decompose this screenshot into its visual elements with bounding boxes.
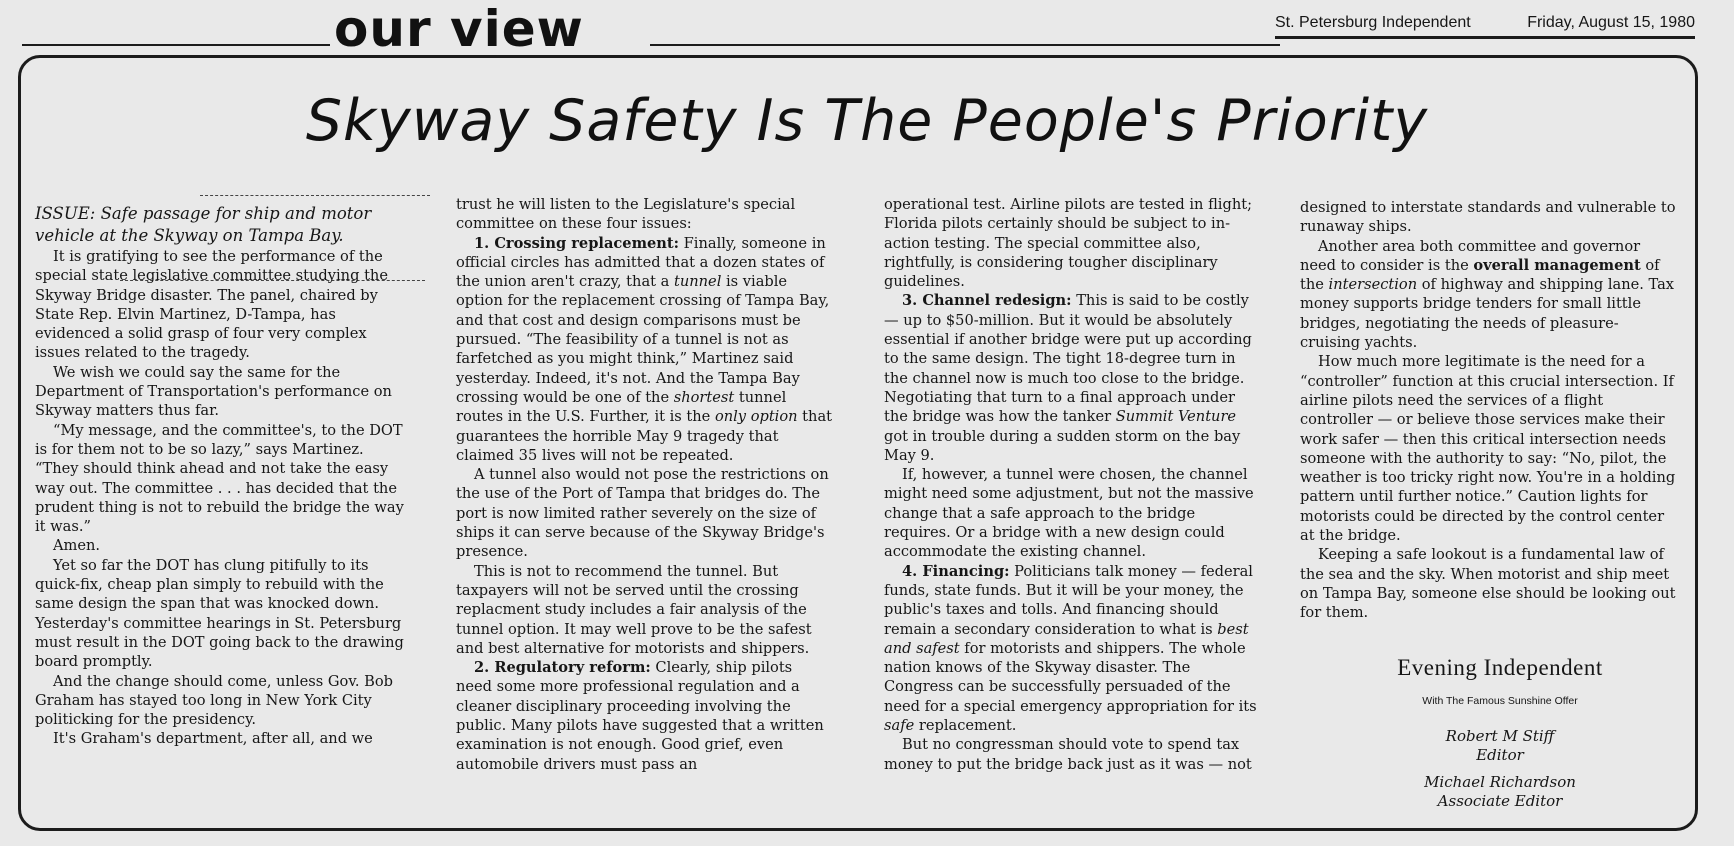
paragraph: If, however, a tunnel were chosen, the channel might need some adjustment, but not the massive change that a safe approach to the bridge requires. Or a bridge with a new design could accommodate the existing channel. <box>884 466 1254 561</box>
paragraph: It's Graham's department, after all, and we <box>53 730 373 748</box>
associate-editor-credit <box>1350 773 1650 811</box>
issue-statement: ISSUE: Safe passage for ship and motor vehicle at the Skyway on Tampa Bay. <box>35 204 372 245</box>
associate-editor-name: Michael Richardson <box>1424 773 1576 791</box>
masthead-date: Friday, August 15, 1980 <box>1527 14 1695 31</box>
text-run: got in trouble during a sudden storm on the bay May 9. <box>884 427 1241 464</box>
emphasis: Summit Venture <box>1115 408 1237 426</box>
associate-editor-title: Associate Editor <box>1437 792 1563 810</box>
text-run: of the <box>1300 256 1660 294</box>
emphasis: only option <box>714 408 798 426</box>
paragraph: designed to interstate standards and vulnerable to runaway ships. <box>1300 199 1676 236</box>
editor-name: Robert M Stiff <box>1445 727 1555 745</box>
paragraph: “My message, and the committee's, to the DOT is for them not to be so lazy,” says Martinez. “They should think ahead and not take the easy way out. The committee . . . has decided that the prudent thing is not to rebuild the bridge the way it was.” <box>35 421 404 536</box>
paragraph: But no congressman should vote to spend tax money to put the bridge back just as it was — not <box>884 736 1252 773</box>
paragraph: Yet so far the DOT has clung pitifully to its quick-fix, cheap plan simply to rebuild with the same design the span that was knocked down. Yesterday's committee hearings in St. Petersburg must result in the DOT going back to the drawing board promptly. <box>35 556 404 671</box>
issue-rule-top <box>200 195 430 196</box>
column-4 <box>1300 198 1676 623</box>
text-run: Clearly, ship pilots need some more professional regulation and a cleaner disciplinary proceeding involving the public. Many pilots have suggested that a written examination is not enough. Good grief, even automobile drivers must pass an <box>456 659 824 773</box>
text-run: is viable option for the replacement crossing of Tampa Bay, and that cost and design comparisons must be pursued. “The feasibility of a tunnel is not as farfetched as you might think,” Martinez said yesterday. Indeed, it's not. And the Tampa Bay crossing would be one of the <box>456 273 830 406</box>
column-2 <box>456 195 832 774</box>
banner-rule-left <box>22 44 330 46</box>
paragraph: trust he will listen to the Legislature's special committee on these four issues: <box>456 196 796 233</box>
subhead: 3. Channel redesign: <box>902 292 1072 310</box>
emphasis: safe <box>884 717 915 735</box>
text-run: This is said to be costly — up to $50-million. But it would be absolutely essential if another bridge were put up according to the same design. The tight 18-degree turn in the channel now is much too close to the bridge. Negotiating that turn to a final approach under the bridge was how the tanker <box>884 292 1252 426</box>
column-1 <box>35 203 411 749</box>
paragraph: operational test. Airline pilots are tested in flight; Florida pilots certainly should be subject to in-action testing. The special committee also, rightfully, is considering tougher disciplinary guidelines. <box>884 196 1253 291</box>
headline: Skyway Safety Is The People's Priority <box>305 88 1429 154</box>
banner-rule-right <box>650 44 1280 46</box>
paragraph: We wish we could say the same for the Department of Transportation's performance on Skyway matters thus far. <box>35 363 392 420</box>
masthead <box>1275 14 1695 39</box>
text-run: Politicians talk money — federal funds, state funds. But it will be your money, the public's taxes and tolls. And financing should remain a secondary consideration to what is <box>884 562 1253 638</box>
emphasis: intersection <box>1328 276 1418 294</box>
section-banner: our view <box>334 0 584 58</box>
editor-title: Editor <box>1476 746 1524 764</box>
subhead: 4. Financing: <box>902 562 1010 580</box>
bold-run: overall management <box>1473 256 1641 274</box>
masthead-paper-name: St. Petersburg Independent <box>1275 14 1471 31</box>
text-run: Another area both committee and governor need to consider is the <box>1300 237 1641 274</box>
subhead: 1. Crossing replacement: <box>474 234 680 252</box>
paragraph: This is not to recommend the tunnel. But taxpayers will not be served until the crossing replacment study includes a fair analysis of the tunnel option. It may well prove to be the safest and best alternative for motorists and shippers. <box>456 562 812 657</box>
emphasis: tunnel <box>674 273 722 291</box>
paragraph: A tunnel also would not pose the restrictions on the use of the Port of Tampa that bridges do. The port is now limited rather severely on the size of ships it can serve because of the Skyway Bridge's presence. <box>456 466 829 561</box>
signature-paper-name: Evening Independent <box>1397 655 1603 680</box>
editor-credit <box>1350 727 1650 765</box>
emphasis: best and safest <box>884 620 1249 657</box>
text-run: Finally, someone in official circles has admitted that a dozen states of the union aren't crazy, that a <box>456 234 826 291</box>
text-run: tunnel routes in the U.S. Further, it is the <box>456 388 787 426</box>
section-crossing-replacement <box>456 234 832 466</box>
paragraph: It is gratifying to see the performance of the special state legislative committee studying the Skyway Bridge disaster. The panel, chaired by State Rep. Elvin Martinez, D-Tampa, has evidenced a solid grasp of four very complex issues related to the tragedy. <box>35 248 388 362</box>
section-financing <box>884 562 1260 736</box>
text-run: of highway and shipping lane. Tax money supports bridge tenders for small little bridges, negotiating the needs of pleasure-cruising yachts. <box>1300 276 1675 352</box>
paragraph: Keeping a safe lookout is a fundamental law of the sea and the sky. When motorist and ship meet on Tampa Bay, someone else should be looking out for them. <box>1300 546 1676 622</box>
subhead: 2. Regulatory reform: <box>474 659 651 677</box>
signature-motto: With The Famous Sunshine Offer <box>1422 695 1578 707</box>
emphasis: shortest <box>673 388 735 406</box>
section-channel-redesign <box>884 291 1260 465</box>
paragraph: Amen. <box>53 537 101 555</box>
paragraph: And the change should come, unless Gov. Bob Graham has stayed too long in New York City politicking for the presidency. <box>35 672 393 729</box>
signature-block <box>1350 655 1650 810</box>
text-run: replacement. <box>914 717 1017 735</box>
column-3 <box>884 195 1260 774</box>
paragraph <box>1300 237 1676 353</box>
paragraph: How much more legitimate is the need for a “controller” function at this crucial intersection. If airline pilots need the services of a flight controller — or believe those services make their work safer — then this critical intersection needs someone with the authority to say: “No, pilot, the weather is too tricky right now. You're in a holding pattern until further notice.” Caution lights for motorists could be directed by the control center at the bridge. <box>1300 353 1676 545</box>
text-run: that guarantees the horrible May 9 tragedy that claimed 35 lives will not be repeated. <box>456 408 833 464</box>
text-run: for motorists and shippers. The whole nation knows of the Skyway disaster. The Congress can be successfully persuaded of the need for a special emergency appropriation for its <box>884 639 1257 715</box>
section-regulatory-reform <box>456 658 832 774</box>
